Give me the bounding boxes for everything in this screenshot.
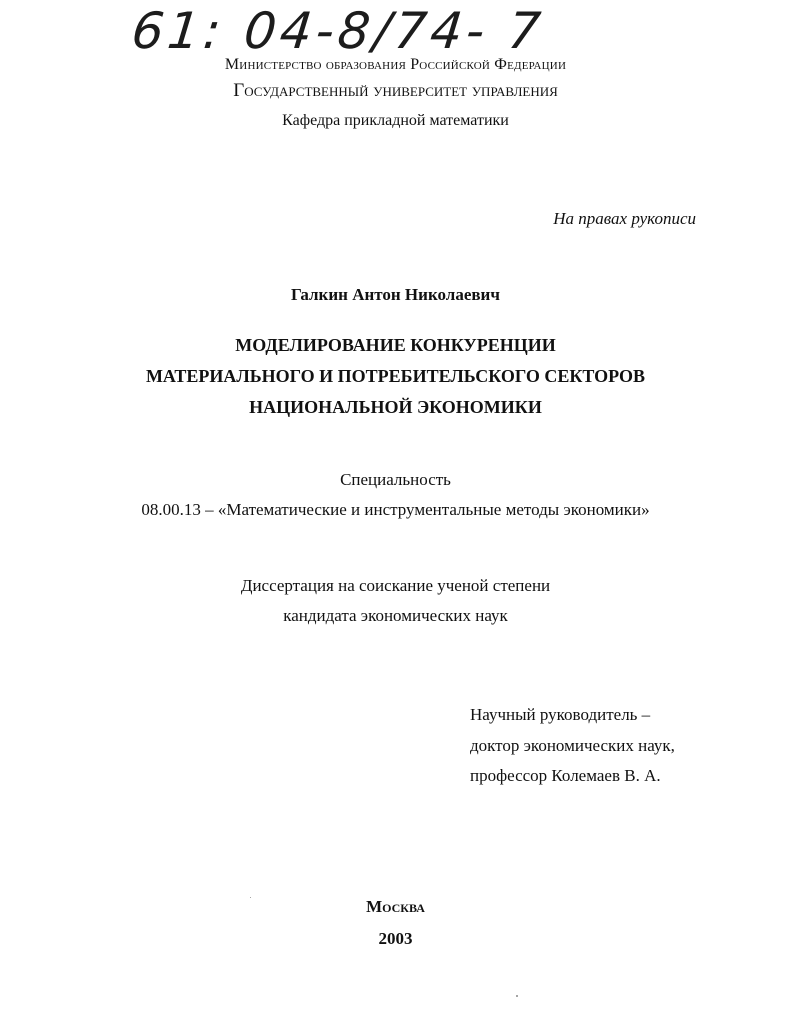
- year: 2003: [378, 929, 413, 948]
- scan-speck: [516, 995, 518, 997]
- dissertation-degree-line-1: Диссертация на соискание ученой степени: [240, 576, 551, 595]
- title-line-2: МАТЕРИАЛЬНОГО И ПОТРЕБИТЕЛЬСКОГО СЕКТОРОВ: [145, 366, 646, 386]
- title-line-1: МОДЕЛИРОВАНИЕ КОНКУРЕНЦИИ: [235, 335, 556, 355]
- scan-speck: [250, 897, 251, 898]
- university-name: Государственный университет управления: [233, 80, 558, 101]
- title-line-3: НАЦИОНАЛЬНОЙ ЭКОНОМИКИ: [249, 397, 542, 417]
- supervisor-degree: доктор экономических наук,: [470, 736, 675, 755]
- dissertation-degree-line-2: кандидата экономических наук: [283, 606, 508, 625]
- rights-note: На правах рукописи: [553, 209, 696, 228]
- author-name: Галкин Антон Николаевич: [291, 285, 500, 304]
- department-name: Кафедра прикладной математики: [282, 112, 509, 129]
- ministry-name: Министерство образования Российской Федерации: [224, 56, 567, 73]
- supervisor-label: Научный руководитель –: [470, 705, 651, 724]
- specialty-code: 08.00.13 – «Математические и инструментальные методы экономики»: [141, 500, 650, 519]
- city: Москва: [366, 897, 425, 916]
- handwritten-archive-code: 61: 04-8/74- 7: [128, 2, 548, 60]
- supervisor-name: профессор Колемаев В. А.: [470, 766, 661, 785]
- specialty-label: Специальность: [340, 470, 451, 489]
